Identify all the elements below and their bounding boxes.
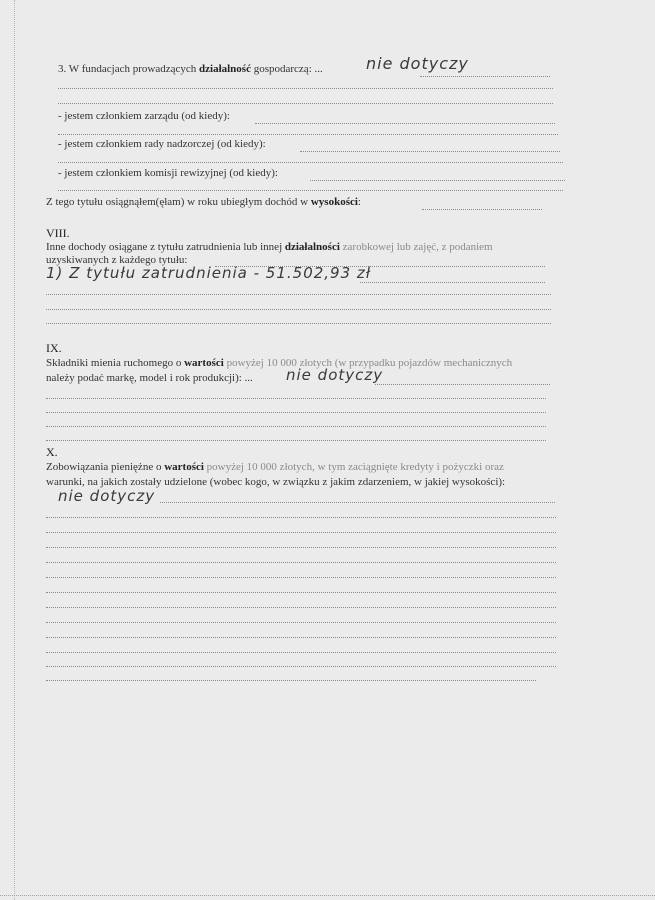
ix-line1-prefix: Składniki mienia ruchomego o [46,357,185,369]
dotline [46,294,551,295]
dotline [46,652,556,653]
dotline [46,592,556,593]
dotline [46,680,536,681]
section-ix-line2: należy podać markę, model i rok produkcji): ... [46,372,253,384]
section-x-line2: warunki, na jakich zostały udzielone (wobec kogo, w związku z jakim zdarzeniem, w jakiej wysokości): [46,476,506,488]
section-x-heading: X. [46,445,58,459]
dotline [58,190,563,191]
section-viii-line1 [46,241,566,253]
viii-line1-suffix: zarobkowej lub zajęć, z podaniem [339,241,493,253]
board-member-line: - jestem członkiem zarządu (od kiedy): [58,110,230,122]
section-viii-line2: uzyskiwanych z każdego tytułu: [46,254,188,266]
section-viii-heading: VIII. [46,226,70,240]
dotline [300,151,560,152]
income-line [46,196,361,208]
item3-handwritten-answer: nie dotyczy [366,54,469,73]
dotline [58,134,558,135]
item3-dotline [420,76,550,77]
x-line1-prefix: Zobowiązania pieniężne o [46,461,165,473]
dotline [46,622,556,623]
dotline [58,162,563,163]
dotline [58,103,553,104]
dotline [46,309,551,310]
viii-handwritten-answer: 1) Z tytułu zatrudnienia - 51.502,93 zł [46,264,372,282]
dotline [46,607,556,608]
section-ix-heading: IX. [46,341,62,355]
dotline [46,637,556,638]
income-suffix: : [357,196,361,208]
dotline [46,532,556,533]
dotline [46,562,556,563]
dotline [375,384,550,385]
x-line1-bold: wartości [164,461,204,473]
dotline [46,577,556,578]
dotline [46,440,546,441]
dotline [46,412,546,413]
ix-line1-bold: wartości [184,357,224,369]
page-left-edge [0,0,15,900]
audit-member-line: - jestem członkiem komisji rewizyjnej (od kiedy): [58,167,278,179]
dotline [46,426,546,427]
dotline [255,123,555,124]
dotline [360,282,545,283]
section-x-line1 [46,461,591,473]
dotline [46,517,556,518]
dotline [46,666,556,667]
supervisory-member-line: - jestem członkiem rady nadzorczej (od kiedy): [58,138,266,150]
dotline [46,547,556,548]
item3-prefix: 3. W fundacjach prowadzących [58,63,200,75]
dotline [46,398,546,399]
dotline [160,502,555,503]
income-prefix: Z tego tytułu osiągnąłem(ęłam) w roku ubiegłym dochód w [46,196,311,208]
ix-handwritten-answer: nie dotyczy [286,366,384,384]
item3-suffix: gospodarczą: ... [250,63,323,75]
viii-line1-prefix: Inne dochody osiągane z tytułu zatrudnienia lub innej [46,241,285,253]
ix-line1-suffix: powyżej 10 000 złotych (w przypadku pojazdów mechanicznych [223,357,513,369]
income-bold: wysokości [310,196,358,208]
item3-line [58,63,323,75]
x-line1-suffix: powyżej 10 000 złotych, w tym zaciągnięte kredyty i pożyczki oraz [203,461,504,473]
dotline [310,180,565,181]
page-bottom-edge [0,895,655,896]
dotline [46,323,551,324]
dotline [58,88,553,89]
viii-line1-bold: działalności [284,241,340,253]
dotline [422,209,542,210]
item3-bold: działalność [199,63,251,75]
x-handwritten-answer: nie dotyczy [58,487,156,505]
